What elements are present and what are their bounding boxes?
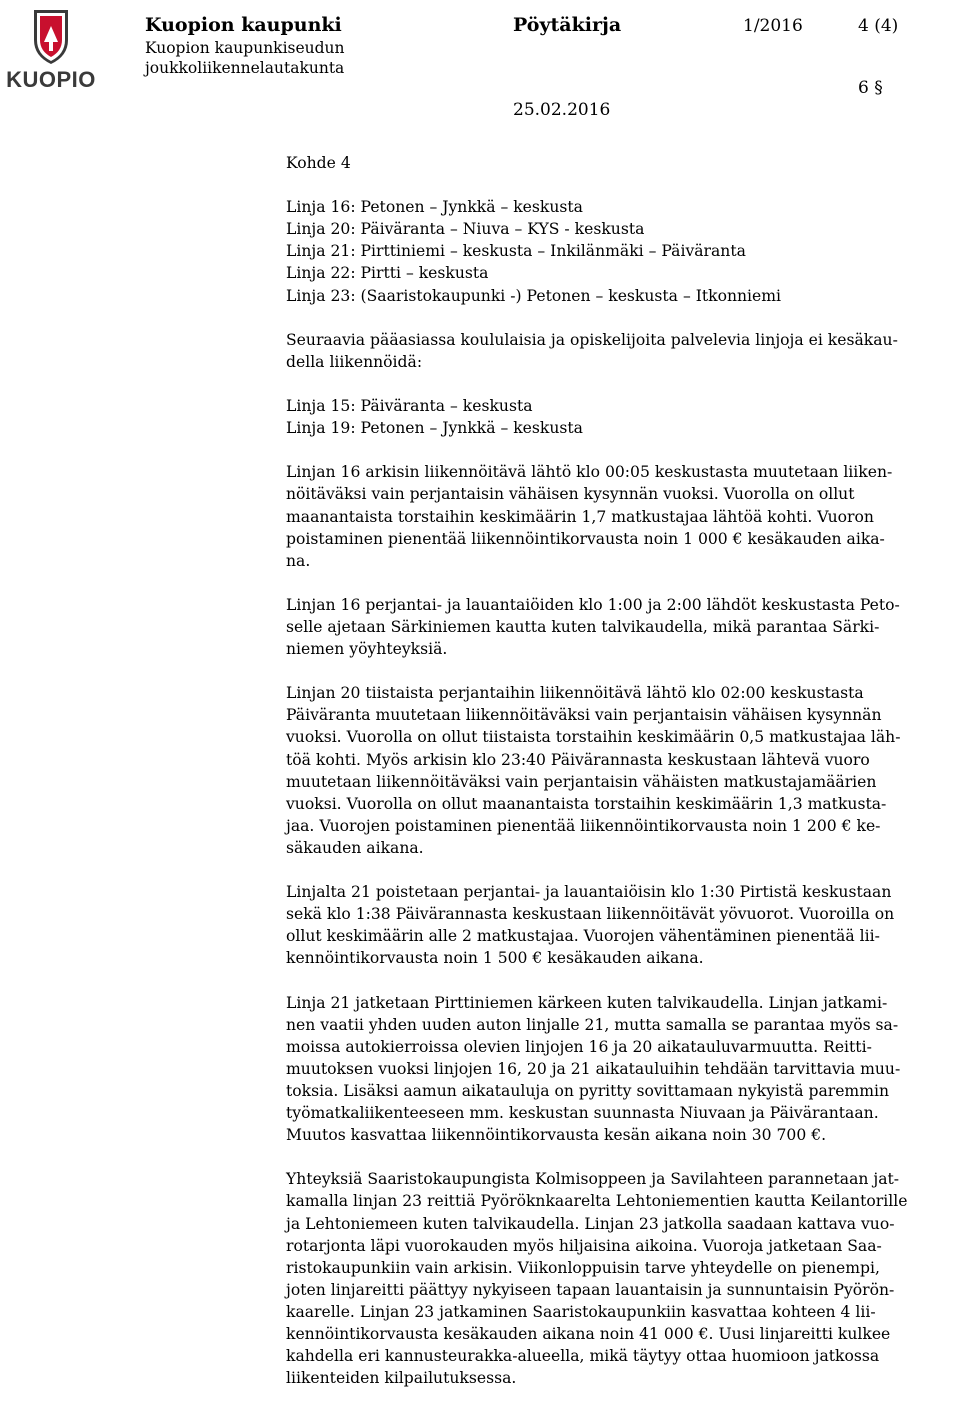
text-line: ja Lehtoniemeen kuten talvikaudella. Linjan 23 jatkolla saadaan kattava vuo- <box>286 1214 895 1233</box>
text-line: töä kohti. Myös arkisin klo 23:40 Päivärannasta keskustaan lähtevä vuoro <box>286 750 870 769</box>
text-line: Linjan 20 tiistaista perjantaihin liikennöitävä lähtö klo 02:00 keskustasta <box>286 684 864 703</box>
text-line: joten linjareitti päättyy nykyiseen tapaan lauantaisin ja sunnuntaisin Pyörön- <box>286 1280 895 1299</box>
section-number: 6 § <box>858 78 883 98</box>
page-count: 4 (4) <box>858 16 899 36</box>
text-line: na. <box>286 551 311 570</box>
text-line: niemen yöyhteyksiä. <box>286 640 448 659</box>
route-list-1 <box>286 196 958 306</box>
paragraph-1 <box>286 461 958 571</box>
route-line: Linja 22: Pirtti – keskusta <box>286 264 489 283</box>
text-line: kahdella eri kannusteurakka-alueella, mikä täytyy ottaa huomioon jatkossa <box>286 1347 880 1366</box>
text-line: nöitäväksi vain perjantaisin vähäisen kysynnän vuoksi. Vuorolla on ollut <box>286 485 855 504</box>
text-line: kennöintikorvausta noin 1 500 € kesäkauden aikana. <box>286 949 704 968</box>
org-subtitle-line-2: joukkoliikennelautakunta <box>145 59 345 77</box>
org-subtitle <box>145 38 345 78</box>
text-line: kaarelle. Linjan 23 jatkaminen Saaristokaupunkiin kasvattaa kohteen 4 lii- <box>286 1302 876 1321</box>
paragraph-2 <box>286 594 958 660</box>
route-line: Linja 15: Päiväranta – keskusta <box>286 397 533 416</box>
text-line: nen vaatii yhden uuden auton linjalle 21, mutta samalla se parantaa myös sa- <box>286 1015 899 1034</box>
document-type: Pöytäkirja <box>513 14 622 36</box>
text-line: della liikennöidä: <box>286 352 423 371</box>
text-line: jaa. Vuorojen poistaminen pienentää liikennöintikorvausta noin 1 200 € ke- <box>286 816 881 835</box>
route-line: Linja 21: Pirttiniemi – keskusta – Inkilänmäki – Päiväranta <box>286 242 746 261</box>
text-line: rotarjonta läpi vuorokauden myös hiljaisina aikoina. Vuoroja jatketaan Saa- <box>286 1236 882 1255</box>
text-line: selle ajetaan Särkiniemen kautta kuten talvikaudella, mikä parantaa Särki- <box>286 617 880 636</box>
text-line: moissa autokierroissa olevien linjojen 16 ja 20 aikatauluvarmuutta. Reitti- <box>286 1037 872 1056</box>
intro-paragraph <box>286 329 958 373</box>
text-line: vuoksi. Vuorolla on ollut tiistaista torstaihin keskimäärin 0,5 matkustajaa läh- <box>286 728 901 747</box>
text-line: Linjalta 21 poistetaan perjantai- ja lauantaiöisin klo 1:30 Pirtistä keskustaan <box>286 883 892 902</box>
document-body <box>286 152 958 1389</box>
meeting-date: 25.02.2016 <box>513 100 611 120</box>
text-line: maanantaista torstaihin keskimäärin 1,7 matkustajaa lähtöä kohti. Vuoron <box>286 507 874 526</box>
text-line: sekä klo 1:38 Päivärannasta keskustaan liikennöitävät yövuorot. Vuoroilla on <box>286 905 895 924</box>
text-line: Linjan 16 arkisin liikennöitävä lähtö klo 00:05 keskustasta muutetaan liiken- <box>286 463 893 482</box>
kuopio-logo <box>4 4 98 92</box>
coat-of-arms-icon <box>34 10 68 64</box>
route-line: Linja 23: (Saaristokaupunki -) Petonen – keskusta – Itkonniemi <box>286 286 782 305</box>
org-name: Kuopion kaupunki <box>145 14 342 36</box>
route-line: Linja 16: Petonen – Jynkkä – keskusta <box>286 198 583 217</box>
text-line: toksia. Lisäksi aamun aikatauluja on pyritty sovittamaan nykyistä paremmin <box>286 1081 890 1100</box>
paragraph-3 <box>286 682 958 859</box>
text-line: säkauden aikana. <box>286 838 424 857</box>
org-subtitle-line-1: Kuopion kaupunkiseudun <box>145 39 345 57</box>
text-line: Seuraavia pääasiassa koululaisia ja opiskelijoita palvelevia linjoja ei kesäkau- <box>286 330 898 349</box>
text-line: Linjan 16 perjantai- ja lauantaiöiden klo 1:00 ja 2:00 lähdöt keskustasta Peto- <box>286 595 900 614</box>
text-line: poistaminen pienentää liikennöintikorvausta noin 1 000 € kesäkauden aika- <box>286 529 885 548</box>
text-line: muutetaan liikennöitäväksi vain perjantaisin vähäisten matkustajamäärien <box>286 772 877 791</box>
paragraph-4 <box>286 881 958 969</box>
text-line: Muutos kasvattaa liikennöintikorvausta kesän aikana noin 30 700 €. <box>286 1126 827 1145</box>
text-line: Linja 21 jatketaan Pirttiniemen kärkeen kuten talvikaudella. Linjan jatkami- <box>286 993 888 1012</box>
text-line: Päiväranta muutetaan liikennöitäväksi vain perjantaisin vähäisen kysynnän <box>286 706 882 725</box>
text-line: ollut keskimäärin alle 2 matkustajaa. Vuorojen vähentäminen pienentää lii- <box>286 927 880 946</box>
text-line: ristokaupunkiin vain arkisin. Viikonloppuisin tarve yhteydelle on pienempi, <box>286 1258 880 1277</box>
paragraph-5 <box>286 992 958 1147</box>
section-heading: Kohde 4 <box>286 154 351 172</box>
text-line: liikenteiden kilpailutuksessa. <box>286 1369 517 1388</box>
document-number: 1/2016 <box>743 16 803 36</box>
paragraph-6 <box>286 1168 958 1389</box>
text-line: vuoksi. Vuorolla on ollut maanantaista torstaihin keskimäärin 1,3 matkusta- <box>286 794 887 813</box>
logo-text: KUOPIO <box>6 67 96 92</box>
text-line: työmatkaliikenteeseen mm. keskustan suunnasta Niuvaan ja Päivärantaan. <box>286 1104 879 1123</box>
text-line: kamalla linjan 23 reittiä Pyöröknkaarelta Lehtoniementien kautta Keilantorille <box>286 1192 908 1211</box>
text-line: muutoksen vuoksi linjojen 16, 20 ja 21 aikatauluihin tehdään tarvittavia muu- <box>286 1059 901 1078</box>
text-line: Yhteyksiä Saaristokaupungista Kolmisoppeen ja Savilahteen parannetaan jat- <box>286 1170 900 1189</box>
route-line: Linja 19: Petonen – Jynkkä – keskusta <box>286 419 583 438</box>
text-line: kennöintikorvausta kesäkauden aikana noin 41 000 €. Uusi linjareitti kulkee <box>286 1324 891 1343</box>
route-line: Linja 20: Päiväranta – Niuva – KYS - keskusta <box>286 220 645 239</box>
route-list-2 <box>286 395 958 439</box>
